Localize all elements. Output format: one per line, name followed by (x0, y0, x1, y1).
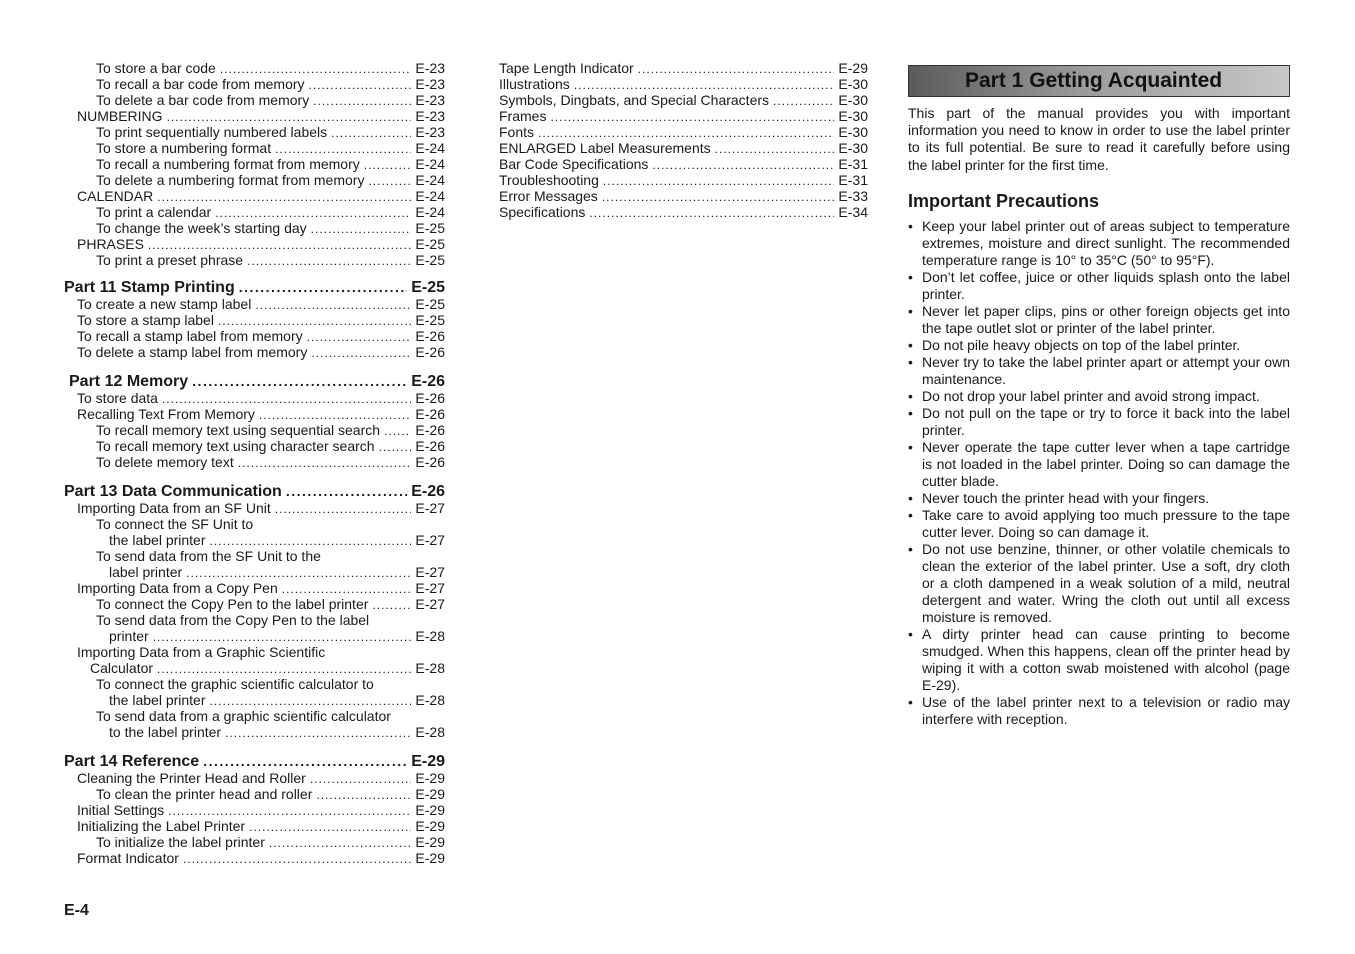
toc-entry-label: To print a calendar (96, 204, 212, 220)
toc-dot-leader (247, 253, 411, 269)
toc-entry (64, 204, 445, 220)
toc-dot-leader (286, 482, 407, 500)
toc-entry (499, 108, 868, 124)
toc-dot-leader (652, 157, 834, 173)
toc-entry-label: Error Messages (499, 188, 598, 204)
toc-entry-label: To clean the printer head and roller (96, 786, 313, 802)
toc-entry-page: E-29 (415, 850, 445, 866)
toc-entry-label: Initializing the Label Printer (77, 818, 246, 834)
toc-entry-page: E-23 (415, 108, 445, 124)
toc-dot-leader (157, 661, 411, 677)
toc-entry-page: E-26 (415, 422, 445, 438)
toc-entry-label: To connect the graphic scientific calculator to (96, 676, 374, 692)
toc-entry-page: E-31 (838, 156, 868, 172)
toc-entry-label: printer (109, 628, 149, 644)
toc-entry-page: E-30 (838, 108, 868, 124)
toc-entry (64, 708, 445, 724)
toc-dot-leader (603, 173, 835, 189)
toc-dot-leader (153, 629, 412, 645)
toc-entry (499, 124, 868, 140)
toc-entry-label: To create a new stamp label (77, 296, 252, 312)
toc-entry (499, 156, 868, 172)
toc-dot-leader (384, 423, 411, 439)
toc-entry-page: E-26 (411, 483, 445, 500)
toc-entry-page: E-28 (415, 724, 445, 740)
toc-entry (64, 108, 445, 124)
toc-entry-page: E-27 (415, 580, 445, 596)
precaution-item: • Do not drop your label printer and avoid strong impact. (908, 388, 1290, 405)
toc-entry-page: E-25 (415, 252, 445, 268)
toc-entry-label: Cleaning the Printer Head and Roller (77, 770, 306, 786)
toc-entry-page: E-26 (415, 328, 445, 344)
toc-dot-leader (364, 157, 412, 173)
toc-entry (64, 612, 445, 628)
part1-section (908, 65, 1290, 728)
toc-entry-label: To store a numbering format (96, 140, 272, 156)
toc-entry (64, 454, 445, 470)
toc-entry (499, 172, 868, 188)
toc-dot-leader (275, 141, 411, 157)
toc-entry-label: To connect the Copy Pen to the label printer (96, 596, 369, 612)
toc-entry-page: E-23 (415, 92, 445, 108)
toc-entry (64, 76, 445, 92)
precaution-item: • Do not use benzine, thinner, or other volatile chemicals to clean the exterior of the label printer. Use a soft, dry cloth or a cloth dampened in a weak solution of a mild, neutral detergent and water. Wring the cloth out until all excess moisture is removed. (908, 541, 1290, 626)
toc-entry (64, 692, 445, 708)
toc-entry-label: Format Indicator (77, 850, 179, 866)
toc-dot-leader (331, 125, 411, 141)
toc-entry-label: Importing Data from an SF Unit (77, 500, 271, 516)
toc-entry-page: E-27 (415, 596, 445, 612)
toc-entry-page: E-24 (415, 140, 445, 156)
toc-entry-label: Fonts (499, 124, 535, 140)
toc-entry (64, 236, 445, 252)
toc-entry-label: NUMBERING (77, 108, 163, 124)
precaution-item: • Never try to take the label printer apart or attempt your own maintenance. (908, 354, 1290, 388)
toc-dot-leader (589, 205, 834, 221)
toc-entry (64, 172, 445, 188)
toc-dot-leader (311, 345, 411, 361)
toc-entry (499, 140, 868, 156)
toc-entry-page: E-30 (838, 76, 868, 92)
toc-entry-page: E-24 (415, 156, 445, 172)
toc-entry-page: E-29 (838, 60, 868, 76)
toc-entry-page: E-23 (415, 60, 445, 76)
toc-entry-label: Calculator (90, 660, 154, 676)
toc-part-heading (64, 278, 445, 296)
toc-entry-page: E-31 (838, 172, 868, 188)
toc-entry (64, 580, 445, 596)
toc-entry-label: PHRASES (77, 236, 144, 252)
toc-entry (64, 660, 445, 676)
toc-entry-label: To store a stamp label (77, 312, 214, 328)
toc-entry-page: E-25 (411, 279, 445, 296)
toc-entry-label: To recall a numbering format from memory (96, 156, 360, 172)
toc-entry-page: E-25 (415, 220, 445, 236)
toc-entry (64, 834, 445, 850)
toc-dot-leader (574, 77, 835, 93)
precaution-item: • Do not pile heavy objects on top of the label printer. (908, 337, 1290, 354)
toc-entry-label: To store a bar code (96, 60, 216, 76)
toc-entry-label: ENLARGED Label Measurements (499, 140, 711, 156)
precaution-item: • Never operate the tape cutter lever when a tape cartridge is not loaded in the label printer. Doing so can damage the cutter blade. (908, 439, 1290, 490)
precaution-item: • Don’t let coffee, juice or other liquids splash onto the label printer. (908, 269, 1290, 303)
toc-dot-leader (316, 787, 411, 803)
toc-entry-label: Bar Code Specifications (499, 156, 649, 172)
toc-entry (64, 220, 445, 236)
toc-entry (499, 188, 868, 204)
toc-column-1 (64, 60, 445, 866)
toc-dot-leader (249, 819, 411, 835)
toc-entry-label: Troubleshooting (499, 172, 599, 188)
toc-entry (64, 188, 445, 204)
toc-dot-leader (148, 237, 412, 253)
toc-dot-leader (550, 109, 834, 125)
precaution-item: • A dirty printer head can cause printing to become smudged. When this happens, clean off the printer head by wiping it with a cotton swab moistened with alcohol (page E-29). (908, 626, 1290, 694)
toc-entry-page: E-27 (415, 532, 445, 548)
toc-entry-label: To send data from the SF Unit to the (96, 548, 321, 564)
toc-column-2 (499, 60, 868, 220)
toc-dot-leader (220, 61, 412, 77)
toc-entry-label: the label printer (109, 532, 206, 548)
toc-entry-label: To change the week’s starting day (96, 220, 307, 236)
toc-entry-label: To initialize the label printer (96, 834, 265, 850)
toc-entry (499, 92, 868, 108)
toc-entry-label: CALENDAR (77, 188, 154, 204)
toc-dot-leader (309, 77, 412, 93)
toc-dot-leader (157, 189, 411, 205)
toc-part-heading (64, 752, 445, 770)
toc-dot-leader (192, 372, 407, 390)
toc-entry-label: Recalling Text From Memory (77, 406, 255, 422)
toc-entry-label: Importing Data from a Graphic Scientific (77, 644, 326, 660)
toc-entry (64, 516, 445, 532)
toc-entry-page: E-34 (838, 204, 868, 220)
toc-entry-page: E-26 (415, 438, 445, 454)
toc-dot-leader (186, 565, 411, 581)
toc-entry-page: E-26 (415, 454, 445, 470)
precaution-item: • Never let paper clips, pins or other foreign objects get into the tape outlet slot or printer of the label printer. (908, 303, 1290, 337)
toc-dot-leader (168, 803, 411, 819)
toc-entry-page: E-27 (415, 564, 445, 580)
toc-entry-label: Symbols, Dingbats, and Special Characters (499, 92, 770, 108)
toc-entry-label: Illustrations (499, 76, 570, 92)
toc-entry (64, 390, 445, 406)
toc-entry (64, 644, 445, 660)
toc-entry-page: E-23 (415, 124, 445, 140)
toc-part-heading (64, 482, 445, 500)
toc-entry-label: To send data from a graphic scientific calculator (96, 708, 391, 724)
toc-dot-leader (225, 725, 411, 741)
toc-entry (64, 500, 445, 516)
toc-dot-leader (239, 278, 407, 296)
toc-dot-leader (602, 189, 835, 205)
toc-part-heading (64, 372, 445, 390)
toc-entry-label: To connect the SF Unit to (96, 516, 254, 532)
part1-header-bar (908, 65, 1290, 97)
toc-entry (64, 252, 445, 268)
precautions-heading: Important Precautions (908, 190, 1100, 211)
toc-entry-page: E-24 (415, 188, 445, 204)
toc-entry-page: E-28 (415, 692, 445, 708)
toc-entry (64, 770, 445, 786)
toc-entry (64, 140, 445, 156)
toc-entry-label: the label printer (109, 692, 206, 708)
precaution-item: • Never touch the printer head with your fingers. (908, 490, 1290, 507)
toc-entry-label: Part 13 Data Communication (64, 483, 282, 500)
toc-entry (64, 818, 445, 834)
toc-entry-page: E-29 (415, 818, 445, 834)
toc-entry-page: E-29 (415, 770, 445, 786)
toc-entry-label: Part 14 Reference (64, 753, 200, 770)
toc-entry (499, 76, 868, 92)
toc-dot-leader (238, 455, 412, 471)
toc-entry-page: E-29 (411, 753, 445, 770)
toc-dot-leader (307, 329, 412, 345)
toc-dot-leader (255, 297, 411, 313)
toc-entry-page: E-26 (411, 373, 445, 390)
toc-entry (64, 60, 445, 76)
part1-title: Part 1 Getting Acquainted (965, 69, 1223, 92)
toc-entry (64, 92, 445, 108)
toc-entry (64, 328, 445, 344)
toc-dot-leader (282, 581, 412, 597)
toc-dot-leader (183, 851, 411, 867)
toc-entry-label: Frames (499, 108, 547, 124)
toc-entry-label: To print a preset phrase (96, 252, 244, 268)
toc-entry (64, 532, 445, 548)
toc-entry-label: Tape Length Indicator (499, 60, 634, 76)
toc-entry-page: E-25 (415, 236, 445, 252)
toc-dot-leader (368, 173, 411, 189)
toc-entry-page: E-23 (415, 76, 445, 92)
toc-dot-leader (310, 771, 412, 787)
toc-entry (499, 60, 868, 76)
toc-entry (64, 406, 445, 422)
toc-entry (499, 204, 868, 220)
toc-entry-label: label printer (109, 564, 183, 580)
toc-entry-page: E-25 (415, 312, 445, 328)
toc-entry (64, 438, 445, 454)
toc-entry (64, 786, 445, 802)
toc-entry (64, 156, 445, 172)
toc-entry-label: To delete a stamp label from memory (77, 344, 308, 360)
toc-entry-label: To recall a bar code from memory (96, 76, 305, 92)
toc-entry (64, 344, 445, 360)
toc-entry-page: E-33 (838, 188, 868, 204)
toc-dot-leader (203, 752, 407, 770)
toc-entry (64, 312, 445, 328)
toc-entry-label: To delete a numbering format from memory (96, 172, 365, 188)
toc-entry (64, 676, 445, 692)
toc-entry (64, 548, 445, 564)
toc-entry-label: to the label printer (109, 724, 222, 740)
toc-entry-label: Part 12 Memory (69, 373, 189, 390)
toc-entry-label: To delete memory text (96, 454, 234, 470)
toc-entry (64, 124, 445, 140)
toc-dot-leader (162, 391, 411, 407)
toc-entry-page: E-26 (415, 406, 445, 422)
toc-entry-page: E-24 (415, 204, 445, 220)
toc-dot-leader (218, 313, 411, 329)
page-number: E-4 (64, 902, 89, 919)
toc-entry-page: E-25 (415, 296, 445, 312)
toc-dot-leader (167, 109, 412, 125)
toc-entry-page: E-29 (415, 786, 445, 802)
part1-intro: This part of the manual provides you with important information you need to know in order to use the label printer to its full potential. Be sure to read it carefully before using the label printer for the first time. (908, 105, 1290, 173)
toc-dot-leader (638, 61, 835, 77)
toc-entry-label: To store data (77, 390, 158, 406)
precaution-item: • Use of the label printer next to a television or radio may interfere with reception. (908, 694, 1290, 728)
toc-dot-leader (269, 835, 412, 851)
toc-dot-leader (210, 533, 412, 549)
toc-entry (64, 802, 445, 818)
toc-dot-leader (311, 221, 412, 237)
toc-entry (64, 596, 445, 612)
toc-entry-page: E-27 (415, 500, 445, 516)
toc-entry (64, 850, 445, 866)
toc-dot-leader (715, 141, 835, 157)
toc-entry (64, 628, 445, 644)
toc-entry (64, 296, 445, 312)
toc-entry-page: E-30 (838, 124, 868, 140)
toc-dot-leader (538, 125, 834, 141)
toc-dot-leader (379, 439, 412, 455)
toc-entry-label: Specifications (499, 204, 586, 220)
toc-entry (64, 724, 445, 740)
toc-entry-page: E-28 (415, 628, 445, 644)
toc-entry-page: E-30 (838, 92, 868, 108)
toc-entry-label: To recall memory text using character search (96, 438, 375, 454)
toc-entry-label: To delete a bar code from memory (96, 92, 310, 108)
toc-entry-label: Importing Data from a Copy Pen (77, 580, 278, 596)
toc-entry-page: E-29 (415, 802, 445, 818)
toc-entry-page: E-30 (838, 140, 868, 156)
precaution-item: • Do not pull on the tape or try to force it back into the label printer. (908, 405, 1290, 439)
toc-entry-label: To print sequentially numbered labels (96, 124, 328, 140)
toc-entry-label: To send data from the Copy Pen to the label (96, 612, 370, 628)
toc-entry-label: Part 11 Stamp Printing (64, 279, 235, 296)
toc-entry-label: To recall a stamp label from memory (77, 328, 303, 344)
toc-entry-page: E-24 (415, 172, 445, 188)
toc-dot-leader (259, 407, 412, 423)
toc-entry-page: E-26 (415, 344, 445, 360)
toc-dot-leader (210, 693, 412, 709)
toc-entry (64, 564, 445, 580)
toc-dot-leader (275, 501, 412, 517)
toc-dot-leader (215, 205, 411, 221)
toc-dot-leader (372, 597, 411, 613)
precaution-item: • Keep your label printer out of areas subject to temperature extremes, moisture and direct sunlight. The recommended temperature range is 10° to 35°C (50° to 95°F). (908, 218, 1290, 269)
toc-entry-page: E-29 (415, 834, 445, 850)
toc-entry-label: To recall memory text using sequential search (96, 422, 381, 438)
toc-dot-leader (313, 93, 411, 109)
toc-entry (64, 422, 445, 438)
toc-entry-page: E-26 (415, 390, 445, 406)
precaution-item: • Take care to avoid applying too much pressure to the tape cutter lever. Doing so can damage it. (908, 507, 1290, 541)
toc-entry-page: E-28 (415, 660, 445, 676)
toc-entry-label: Initial Settings (77, 802, 165, 818)
precautions-list (908, 218, 1290, 728)
toc-dot-leader (773, 93, 834, 109)
